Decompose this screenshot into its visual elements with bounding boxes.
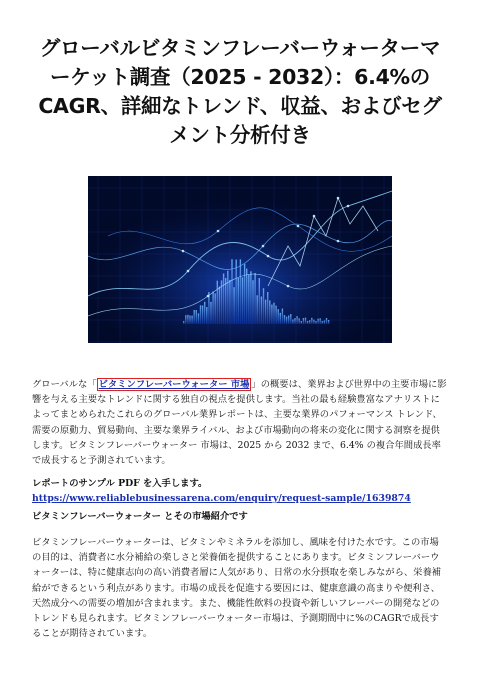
hero-bar [263,288,264,324]
hero-bar [322,321,323,324]
hero-bar [202,306,203,324]
hero-dot [347,205,350,208]
hero-bar [267,292,268,324]
hero-bar [269,300,270,324]
hero-bar [275,306,276,324]
hero-bar [242,277,243,324]
hero-bar [196,310,197,324]
hero-bar [311,318,312,324]
hero-bar [217,281,218,324]
hero-bar [282,309,283,324]
hero-bar [273,303,274,324]
hero-bar [280,313,281,324]
hero-bar [206,307,207,324]
body-paragraph: ビタミンフレーバーウォーターは、ビタミンやミネラルを添加し、風味を付けた水です。この市場の目的は、消費者に水分補給の楽しさと栄養価を提供することにあります。ビタミンフレーバーウォーターは、特に健康志向の高い消費者層に人気があり、日常の水分摂取を楽しみながら、栄養補給ができるという利点があります。市場の成長を促進する要因には、健康意識の高まりや便利さ、天然成分への需要の増加が含まれます。また、機能性飲料の投資や新しいフレーバーの開発などのトレンドも見られます。ビタミンフレーバーウォーター市場は、予測期間中に%のCAGRで成長することが期待されています。 [32,537,442,640]
hero-bar [246,269,247,324]
hero-bar [305,318,306,324]
hero-bar [284,315,285,324]
hero-bar [271,305,272,324]
hero-bar [261,297,262,324]
hero-bar [292,319,293,324]
hero-bar [183,321,184,324]
hero-bar [278,309,279,324]
intro-text-before: グローバルな「 [32,379,97,390]
hero-dot [337,240,340,243]
page-title: グローバルビタミンフレーバーウォーターマーケット調査（2025 - 2032）：6.4%のCAGR、詳細なトレンド、収益、およびセグメント分析付き [38,36,442,147]
hero-bar [185,315,186,324]
hero-bar [200,305,201,324]
hero-bar [301,321,302,324]
market-link[interactable]: ビタミンフレーバーウォーター 市場 [98,379,250,390]
hero-bar [294,318,295,324]
hero-bar [248,275,249,324]
sample-label: レポートのサンプル PDF を入手します。 [32,478,208,489]
hero-bar [303,318,304,324]
sample-request [32,476,448,506]
section-heading: ビタミンフレーバーウォーター とその市場紹介です [32,511,248,522]
hero-bar [257,295,258,324]
intro-paragraph [32,377,448,468]
hero-dot [313,215,316,218]
hero-bar [317,319,318,324]
hero-dot [297,225,300,228]
hero-dot [262,245,265,248]
hero-bar [227,271,228,324]
hero-bar [198,313,199,324]
hero-bar [254,273,255,324]
hero-bar [265,300,266,324]
hero-bar [259,278,260,324]
hero-bar [189,316,190,324]
hero-bar [210,302,211,324]
hero-bar [219,287,220,324]
hero-bar [223,274,224,324]
hero-bar [236,260,237,324]
hero-bar [290,314,291,324]
hero-bar [194,310,195,324]
hero-bar [244,264,245,324]
hero-bar [324,321,325,324]
hero-bar [328,320,329,324]
hero-bar [252,280,253,324]
hero-bar [286,317,287,324]
hero-dot [182,250,185,253]
hero-bar [215,293,216,324]
hero-bar [233,287,234,324]
hero-dot [337,197,340,200]
hero-image [88,176,392,343]
hero-dot [187,270,190,273]
hero-dot [287,285,290,288]
hero-bar [229,280,230,324]
hero-bar [204,302,205,324]
hero-bar [225,278,226,324]
hero-bar [238,278,239,324]
hero-bar [187,315,188,324]
hero-bar [313,320,314,324]
sample-link[interactable]: https://www.reliablebusinessarena.com/enquiry/request-sample/1639874 [32,493,411,505]
hero-dot [207,295,210,298]
hero-bar [250,271,251,324]
hero-bar [326,318,327,324]
intro-text-after: 」の概要は、業界および世界中の主要市場に影響を与える主要なトレンドに関する独自の視点を提供します。当社の最も経験豊富なアナリストによってまとめられたこれらのグローバル業界レポートは、主要な業界のパフォーマンス トレンド、需要の原動力、貿易動向、主要な業界ライバル、および市場動向の将来の変化に関する洞察を提供します。ビタミンフレーバーウォーター 市場は、2025 から 2032 まで、6.4% の複合年間成長率で成長すると予測されています。 [32,379,447,467]
hero-bar [240,259,241,324]
hero-dot [217,230,220,233]
financial-chart-illustration-icon [88,176,392,343]
hero-dot [267,255,270,258]
hero-bar [320,318,321,324]
hero-bar [296,316,297,324]
hero-bar [309,320,310,324]
hero-bar [212,292,213,324]
hero-bar [307,321,308,324]
hero-bar [191,316,192,324]
hero-bar [315,321,316,324]
hero-bar [299,318,300,324]
hero-bar [288,315,289,324]
